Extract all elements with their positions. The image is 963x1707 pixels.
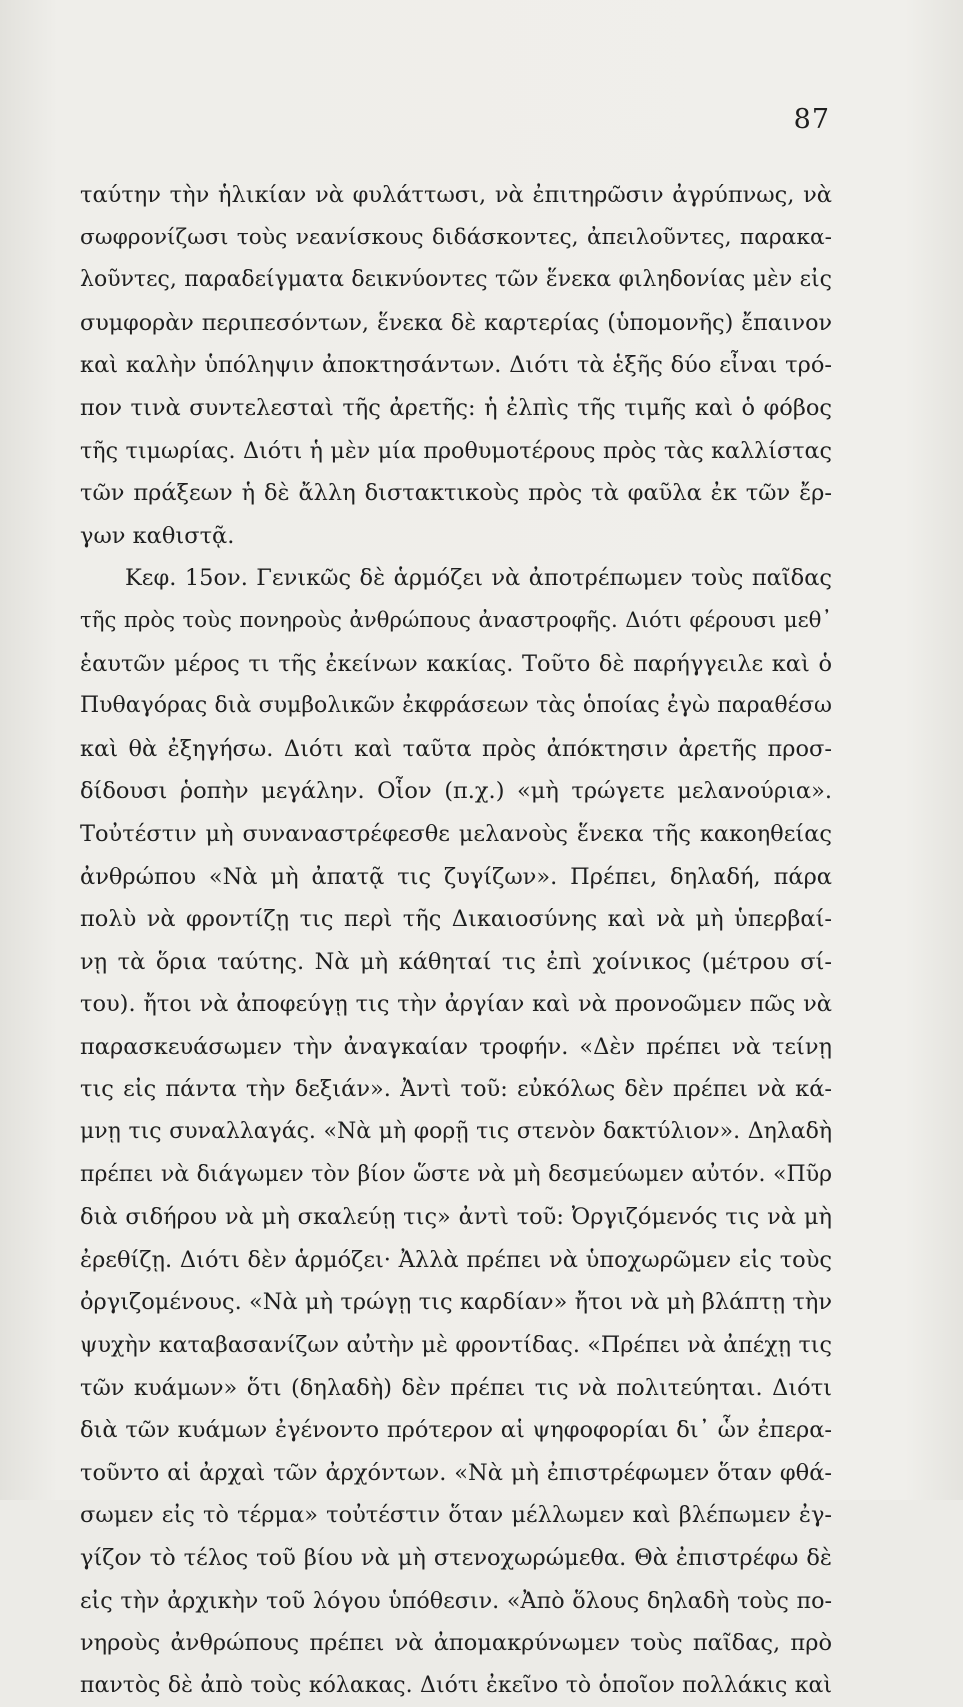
- text-line: γων καθιστᾷ.: [80, 522, 235, 549]
- text-line: τις εἰς πάντα τὴν δεξιάν». Ἀντὶ τοῦ: εὐκόλως δὲν πρέπει νὰ κά-: [80, 1076, 832, 1103]
- text-line: τῆς τιμωρίας. Διότι ἡ μὲν μία προθυμοτέρους πρὸς τὰς καλλίστας: [80, 437, 832, 464]
- text-line: ἀνθρώπου «Νὰ μὴ ἀπατᾷ τις ζυγίζων». Πρέπει, δηλαδή, πάρα: [80, 863, 832, 890]
- text-line: διὰ σιδήρου νὰ μὴ σκαλεύῃ τις» ἀντὶ τοῦ: Ὀργιζόμενός τις νὰ μὴ: [80, 1204, 832, 1231]
- text-line: πρέπει νὰ διάγωμεν τὸν βίον ὥστε νὰ μὴ δεσμεύωμεν αὐτόν. «Πῦρ: [80, 1161, 832, 1187]
- text-line: παντὸς δὲ ἀπὸ τοὺς κόλακας. Διότι ἐκεῖνο τὸ ὁποῖον πολλάκις καὶ: [80, 1672, 832, 1698]
- page-number: 87: [793, 104, 830, 135]
- text-line: παρασκευάσωμεν τὴν ἀναγκαίαν τροφήν. «Δὲν πρέπει νὰ τείνῃ: [80, 1033, 832, 1060]
- text-line: λοῦντες, παραδείγματα δεικνύοντες τῶν ἕνεκα φιληδονίας μὲν εἰς: [80, 267, 832, 293]
- text-line: ὀργιζομένους. «Νὰ μὴ τρώγῃ τις καρδίαν» ἤτοι νὰ μὴ βλάπτῃ τὴν: [80, 1289, 832, 1316]
- text-line: πολὺ νὰ φροντίζῃ τις περὶ τῆς Δικαιοσύνης καὶ νὰ μὴ ὑπερβαί-: [80, 906, 832, 933]
- text-line: σωφρονίζωσι τοὺς νεανίσκους διδάσκοντες, ἀπειλοῦντες, παρακα-: [80, 224, 832, 250]
- text-line: συμφορὰν περιπεσόντων, ἕνεκα δὲ καρτερίας (ὑπομονῆς) ἔπαινον: [80, 309, 832, 336]
- text-line: γίζον τὸ τέλος τοῦ βίου νὰ μὴ στενοχωρώμεθα. Θὰ ἐπιστρέφω δὲ: [80, 1545, 832, 1571]
- text-line: μνῃ τις συναλλαγάς. «Νὰ μὴ φορῇ τις στενὸν δακτύλιον». Δηλαδὴ: [80, 1119, 832, 1145]
- body-text: [80, 174, 832, 1707]
- text-line: διὰ τῶν κυάμων ἐγένοντο πρότερον αἱ ψηφοφορίαι δι᾽ ὧν ἐπερα-: [80, 1417, 832, 1444]
- text-line: Κεφ. 15ον. Γενικῶς δὲ ἁρμόζει νὰ ἀποτρέπωμεν τοὺς παῖδας: [125, 565, 832, 592]
- text-line: ἑαυτῶν μέρος τι τῆς ἐκείνων κακίας. Τοῦτο δὲ παρήγγειλε καὶ ὁ: [80, 650, 832, 677]
- text-line: ψυχὴν καταβασανίζων αὐτὴν μὲ φροντίδας. «Πρέπει νὰ ἀπέχῃ τις: [80, 1332, 832, 1359]
- text-line: τῶν κυάμων» ὅτι (δηλαδὴ) δὲν πρέπει τις νὰ πολιτεύηται. Διότι: [80, 1374, 832, 1401]
- text-line: τοῦντο αἱ ἀρχαὶ τῶν ἀρχόντων. «Νὰ μὴ ἐπιστρέφωμεν ὅταν φθά-: [80, 1459, 832, 1486]
- text-line: δίδουσι ῥοπὴν μεγάλην. Οἷον (π.χ.) «μὴ τρώγετε μελανούρια».: [80, 778, 832, 805]
- text-line: ἐρεθίζῃ. Διότι δὲν ἁρμόζει· Ἀλλὰ πρέπει νὰ ὑποχωρῶμεν εἰς τοὺς: [80, 1246, 832, 1273]
- text-line: εἰς τὴν ἀρχικὴν τοῦ λόγου ὑπόθεσιν. «Ἀπὸ ὅλους δηλαδὴ τοὺς πο-: [80, 1587, 832, 1614]
- text-line: καὶ καλὴν ὑπόληψιν ἀποκτησάντων. Διότι τὰ ἑξῆς δύο εἶναι τρό-: [80, 352, 832, 379]
- text-line: πον τινὰ συντελεσταὶ τῆς ἀρετῆς: ἡ ἐλπὶς τῆς τιμῆς καὶ ὁ φόβος: [80, 394, 832, 421]
- text-line: Πυθαγόρας διὰ συμβολικῶν ἐκφράσεων τὰς ὁποίας ἐγὼ παραθέσω: [80, 693, 832, 719]
- text-line: τῶν πράξεων ἡ δὲ ἄλλη διστακτικοὺς πρὸς τὰ φαῦλα ἐκ τῶν ἔρ-: [80, 480, 832, 507]
- text-line: του). ἤτοι νὰ ἀποφεύγῃ τις τὴν ἀργίαν καὶ νὰ προνοῶμεν πῶς νὰ: [80, 991, 832, 1018]
- text-line: νῃ τὰ ὅρια ταύτης. Νὰ μὴ κάθηταί τις ἐπὶ χοίνικος (μέτρου σί-: [80, 948, 832, 975]
- text-line: νηροὺς ἀνθρώπους πρέπει νὰ ἀπομακρύνωμεν τοὺς παῖδας, πρὸ: [80, 1630, 832, 1657]
- text-line: σωμεν εἰς τὸ τέρμα» τοὐτέστιν ὅταν μέλλωμεν καὶ βλέπωμεν ἐγ-: [80, 1502, 832, 1529]
- text-line: Τοὐτέστιν μὴ συναναστρέφεσθε μελανοὺς ἕνεκα τῆς κακοηθείας: [80, 820, 832, 847]
- text-line: καὶ θὰ ἐξηγήσω. Διότι καὶ ταῦτα πρὸς ἀπόκτησιν ἀρετῆς προσ-: [80, 735, 832, 762]
- text-line: ταύτην τὴν ἡλικίαν νὰ φυλάττωσι, νὰ ἐπιτηρῶσιν ἀγρύπνως, νὰ: [80, 182, 832, 208]
- text-line: τῆς πρὸς τοὺς πονηροὺς ἀνθρώπους ἀναστροφῆς. Διότι φέρουσι μεθ᾽: [80, 607, 832, 633]
